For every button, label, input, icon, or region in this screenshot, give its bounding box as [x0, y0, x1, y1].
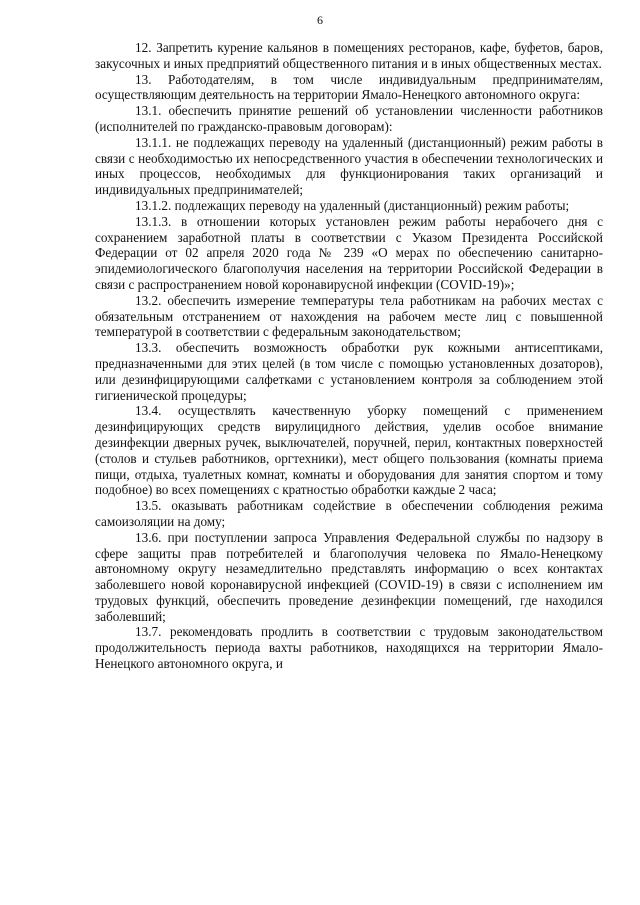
page-number: 6 [317, 13, 323, 27]
paragraph-13-4: 13.4. осуществлять качественную уборку помещений с применением дезинфицирующих средств вирулицидного действия, уделив особое внимание дезинфекции дверных ручек, выключателей, поручней, перил, контактных поверхностей (столов и стульев работников, оргтехники), мест общего пользования (комнаты приема пищи, отдыха, туалетных комнат, комнаты и оборудования для занятия спортом и тому подобное) во всех помещениях с кратностью обработки каждые 2 часа; [95, 403, 603, 498]
paragraph-13-1-3: 13.1.3. в отношении которых установлен режим работы нерабочего дня с сохранением заработной платы в соответствии с Указом Президента Российской Федерации от 02 апреля 2020 года № 239 «О мерах по обеспечению санитарно-эпидемиологического благополучия населения на территории Российской Федерации в связи с распространением новой коронавирусной инфекции (COVID-19)»; [95, 213, 603, 292]
paragraph-13-1-1: 13.1.1. не подлежащих переводу на удаленный (дистанционный) режим работы в связи с необходимостью их непосредственного участия в обеспечении технологических и иных процессов, необходимых для функционирования таких организаций и индивидуальных предпринимателей; [95, 134, 603, 198]
paragraph-13-5: 13.5. оказывать работникам содействие в обеспечении соблюдения режима самоизоляции на дому; [95, 498, 603, 529]
paragraph-13-7: 13.7. рекомендовать продлить в соответствии с трудовым законодательством продолжительность периода вахты работников, находящихся на территории Ямало-Ненецкого автономного округа, и [95, 624, 603, 672]
paragraph-13: 13. Работодателям, в том числе индивидуальным предпринимателям, осуществляющим деятельность на территории Ямало-Ненецкого автономного округа: [95, 71, 603, 103]
paragraph-13-3: 13.3. обеспечить возможность обработки рук кожными антисептиками, предназначенными для этих целей (в том числе с помощью установленных дозаторов), или дезинфицирующими салфетками с установлением контроля за соблюдением этой гигиенической процедуры; [95, 340, 603, 403]
document-body [95, 40, 603, 672]
paragraph-13-2: 13.2. обеспечить измерение температуры тела работникам на рабочих местах с обязательным отстранением от нахождения на рабочем месте лиц с повышенной температурой в соответствии с федеральным законодательством; [95, 292, 603, 340]
paragraph-12: 12. Запретить курение кальянов в помещениях ресторанов, кафе, буфетов, баров, закусочных и иных предприятий общественного питания и в иных общественных местах. [95, 40, 603, 71]
paragraph-13-1-2: 13.1.2. подлежащих переводу на удаленный (дистанционный) режим работы; [135, 197, 570, 213]
paragraph-13-6: 13.6. при поступлении запроса Управления Федеральной службы по надзору в сфере защиты прав потребителей и благополучия человека по Ямало-Ненецкому автономному округу незамедлительно представлять информацию о всех контактах заболевшего новой коронавирусной инфекцией (COVID-19) в связи с исполнением им трудовых функций, обеспечить проведение дезинфекции помещений, где находился заболевший; [95, 529, 603, 624]
paragraph-13-1: 13.1. обеспечить принятие решений об установлении численности работников (исполнителей по гражданско-правовым договорам): [95, 103, 603, 134]
